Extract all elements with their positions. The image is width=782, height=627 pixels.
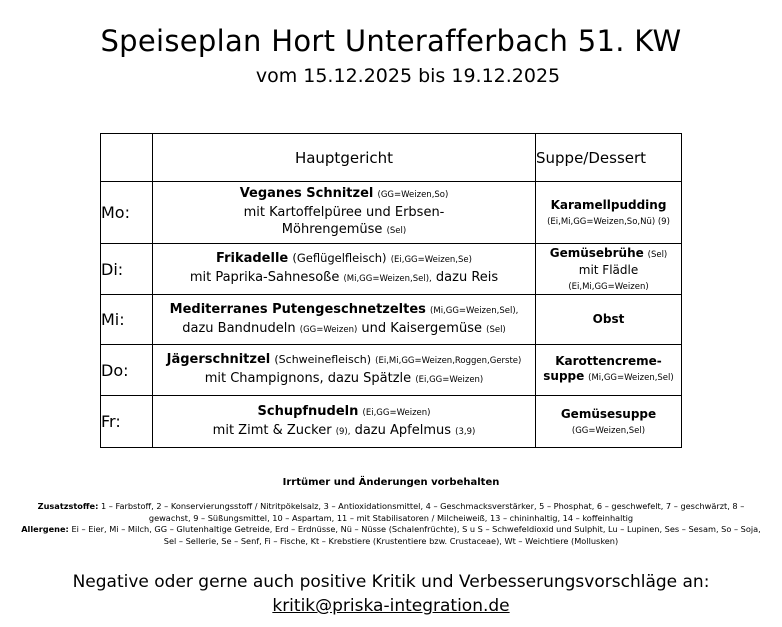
allergen-note: (Sel) bbox=[486, 324, 506, 335]
allergen-note: (GG=Weizen,Sel) bbox=[571, 425, 646, 436]
dish-line: mit Zimt & Zucker bbox=[212, 422, 332, 438]
allergens-label: Allergene: bbox=[21, 524, 69, 534]
allergen-note: (Mi,GG=Weizen,Sel), bbox=[430, 305, 519, 316]
soup-line: mit Flädle bbox=[578, 262, 639, 277]
dessert-title: Obst bbox=[592, 312, 625, 326]
dish-title: Frikadelle bbox=[216, 251, 289, 266]
header-row bbox=[101, 134, 682, 182]
date-range: vom 15.12.2025 bis 19.12.2025 bbox=[255, 65, 561, 87]
allergen-note: (Ei,GG=Weizen) bbox=[362, 407, 431, 418]
allergen-note: (Ei,Mi,GG=Weizen) bbox=[568, 281, 649, 292]
dessert-title: Karamellpudding bbox=[550, 197, 667, 212]
day-label: Mi: bbox=[101, 295, 153, 345]
allergen-note: (3,9) bbox=[455, 426, 476, 437]
dish-line: dazu Bandnudeln bbox=[182, 320, 296, 336]
table-row bbox=[101, 182, 682, 244]
allergen-note: (Mi,GG=Weizen,Sel) bbox=[588, 373, 674, 383]
main-dish bbox=[153, 345, 536, 396]
feedback-block bbox=[0, 570, 782, 618]
header-main: Hauptgericht bbox=[153, 134, 536, 182]
allergens-text: Ei – Eier, Mi – Milch, GG – Glutenhaltige Getreide, Erd – Erdnüsse, Nü – Nüsse (Schalenfrüchte), S u S – Schwefeldioxid und Sulphit, Lu – Lupinen, Ses – Sesam, So – Soja, Sel – Sellerie, Se – Senf, Fi – Fische, Kt – Krebstiere (Krustentiere bzw. Crustaceae), Wt – Weichtiere (Mollusken) bbox=[71, 524, 761, 546]
dish-line: Möhrengemüse bbox=[281, 222, 383, 237]
legend bbox=[20, 501, 762, 547]
day-label: Fr: bbox=[101, 396, 153, 448]
dish-line: mit Paprika-Sahnesoße bbox=[189, 270, 340, 285]
dish-title: Mediterranes Putengeschnetzeltes bbox=[169, 301, 426, 317]
soup-dessert bbox=[536, 244, 682, 295]
disclaimer: Irrtümer und Änderungen vorbehalten bbox=[282, 477, 500, 488]
page-title: Speiseplan Hort Unterafferbach 51. KW bbox=[100, 24, 682, 58]
allergen-note: (GG=Weizen,So) bbox=[377, 190, 449, 200]
allergen-note: (Mi,GG=Weizen,Sel), bbox=[343, 274, 432, 284]
day-label: Di: bbox=[101, 244, 153, 295]
soup-dessert bbox=[536, 182, 682, 244]
dish-title: Veganes Schnitzel bbox=[239, 186, 374, 201]
additives-text: 1 – Farbstoff, 2 – Konservierungsstoff / Nitritpökelsalz, 3 – Antioxidationsmittel, 4 – Geschmacksverstärker, 5 – Phosphat, 6 – geschwefelt, 7 – geschwärzt, 8 – gewachst, 9 – Süßungsmittel, 10 – Aspartam, 11 – mit Stabilisatoren / Milcheiweiß, 13 – chininhaltig, 14 – koffeinhaltig bbox=[100, 501, 745, 523]
table-row bbox=[101, 396, 682, 448]
dish-extra: (Schweinefleisch) bbox=[274, 353, 372, 366]
allergen-note: (Sel) bbox=[386, 226, 407, 236]
soup-dessert bbox=[536, 396, 682, 448]
header-soup: Suppe/Dessert bbox=[536, 134, 682, 182]
soup-title: Gemüsesuppe bbox=[560, 406, 657, 421]
table-row bbox=[101, 345, 682, 396]
main-dish bbox=[153, 396, 536, 448]
allergen-note: (Sel) bbox=[647, 249, 668, 260]
soup-dessert bbox=[536, 345, 682, 396]
additives-label: Zusatzstoffe: bbox=[37, 501, 99, 511]
day-label: Mo: bbox=[101, 182, 153, 244]
allergen-note: (Ei,Mi,GG=Weizen,Roggen,Gerste) bbox=[375, 356, 522, 366]
header-day bbox=[101, 134, 153, 182]
table-row bbox=[101, 295, 682, 345]
table-row bbox=[101, 244, 682, 295]
main-dish bbox=[153, 244, 536, 295]
dish-line: und Kaisergemüse bbox=[361, 320, 482, 336]
main-dish bbox=[153, 182, 536, 244]
day-label: Do: bbox=[101, 345, 153, 396]
dish-title: Schupfnudeln bbox=[257, 403, 359, 419]
allergen-note: (Ei,GG=Weizen) bbox=[415, 375, 484, 385]
dish-extra: (Geflügelfleisch) bbox=[292, 251, 387, 265]
dish-title: Jägerschnitzel bbox=[166, 352, 271, 367]
feedback-text: Negative oder gerne auch positive Kritik und Verbesserungsvorschläge an: bbox=[72, 572, 710, 592]
soup-line: suppe bbox=[543, 369, 585, 383]
dish-line: mit Kartoffelpüree und Erbsen- bbox=[243, 205, 445, 220]
main-dish bbox=[153, 295, 536, 345]
soup-dessert bbox=[536, 295, 682, 345]
allergen-note: (Ei,Mi,GG=Weizen,So,Nü) (9) bbox=[547, 216, 670, 227]
soup-title: Karottencreme- bbox=[555, 354, 662, 368]
soup-title: Gemüsebrühe bbox=[549, 245, 644, 260]
allergen-note: (9), bbox=[335, 426, 351, 437]
dish-line: mit Champignons, dazu Spätzle bbox=[204, 371, 412, 386]
dish-line: dazu Reis bbox=[435, 270, 499, 285]
dish-line: dazu Apfelmus bbox=[354, 422, 452, 438]
feedback-email-link[interactable]: kritik@priska-integration.de bbox=[272, 596, 510, 616]
allergen-note: (Ei,GG=Weizen,Se) bbox=[390, 255, 472, 265]
allergen-note: (GG=Weizen) bbox=[299, 324, 358, 335]
menu-table bbox=[100, 133, 682, 448]
